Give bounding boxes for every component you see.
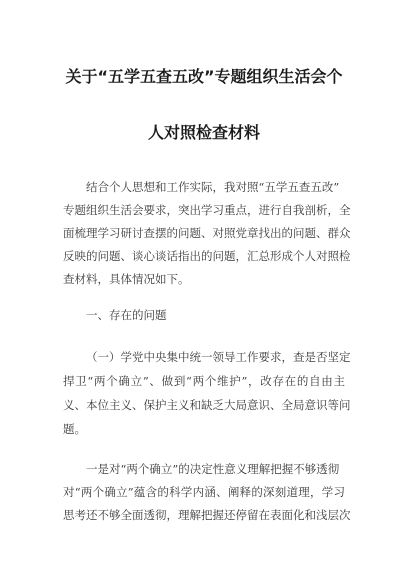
paragraph-1-line-4: 反映的问题、谈心谈话指出的问题，汇总形成个人对照检 bbox=[63, 249, 351, 263]
paragraph-4-line-2: 对“两个确立”蕴含的科学内涵、阐释的深刻道理，学习 bbox=[63, 485, 345, 499]
paragraph-4-line-3: 思考还不够全面透彻，理解把握还停留在表面化和浅层次 bbox=[63, 508, 351, 522]
paragraph-1-line-2: 专题组织生活会要求，突出学习重点，进行自我剖析，全 bbox=[63, 203, 351, 217]
document-title-line-2: 人对照检查材料 bbox=[147, 123, 260, 142]
paragraph-1-line-5: 查材料，具体情况如下。 bbox=[63, 272, 190, 286]
paragraph-1-line-3: 面梳理学习研讨查摆的问题、对照党章找出的问题、群众 bbox=[63, 226, 351, 240]
document-title-line-1: 关于“五学五查五改”专题组织生活会个 bbox=[65, 67, 343, 86]
paragraph-1-line-1: 结合个人思想和工作实际，我对照“五学五查五改” bbox=[86, 180, 340, 194]
paragraph-3-line-3: 义、本位主义、保护主义和缺乏大局意识、全局意识等问 bbox=[63, 398, 351, 412]
paragraph-3-line-2: 捍卫“两个确立”、做到“两个维护”，改存在的自由主 bbox=[63, 374, 345, 388]
section-heading-problems: 一、存在的问题 bbox=[86, 308, 167, 322]
paragraph-3-line-1: （一）学党中央集中统一领导工作要求，查是否坚定 bbox=[86, 350, 351, 364]
paragraph-3-line-4: 题。 bbox=[63, 422, 86, 436]
paragraph-4-line-1: 一是对“两个确立”的决定性意义理解把握不够透彻 bbox=[86, 462, 340, 476]
